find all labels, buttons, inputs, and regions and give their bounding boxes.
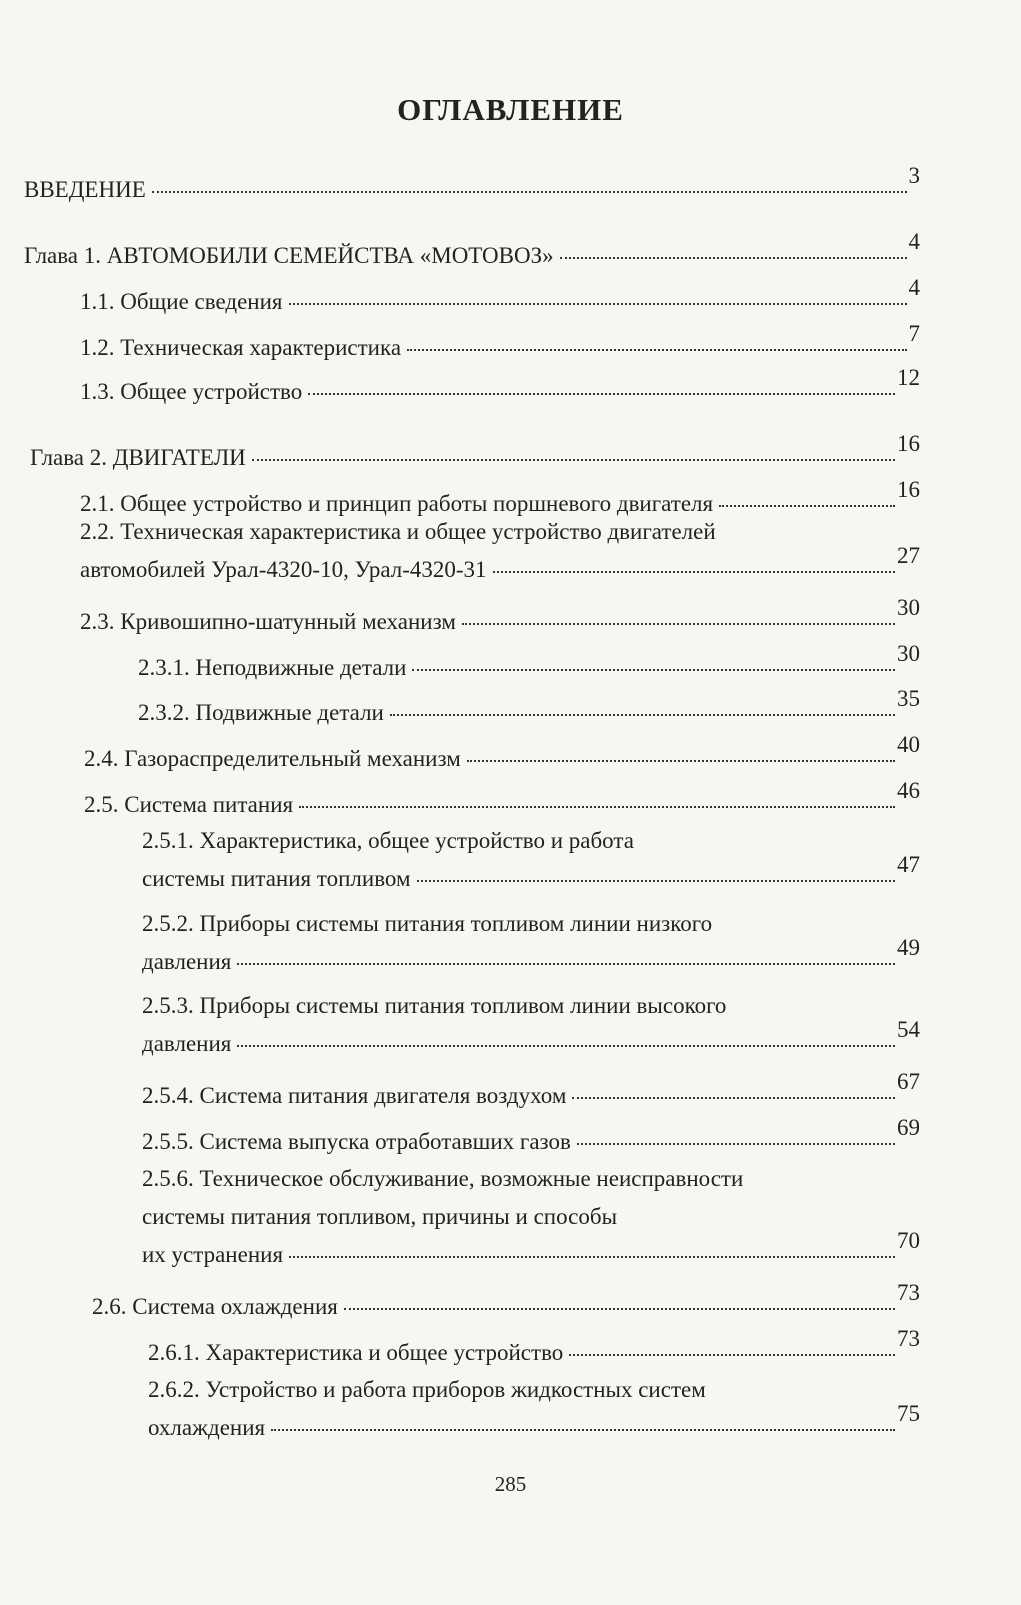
dot-leader [390,714,895,716]
toc-entry-page: 73 [897,1280,920,1305]
toc-entry-label: Глава 1. АВТОМОБИЛИ СЕМЕЙСТВА «МОТОВОЗ» [24,243,554,268]
dot-leader [237,963,895,965]
toc-entry[interactable] [80,365,920,411]
dot-leader [560,257,907,259]
dot-leader [572,1097,895,1099]
toc-entry-label: 2.3.1. Неподвижные детали [138,655,407,680]
dot-leader [152,191,907,193]
toc-entry-label: 2.5.5. Система выпуска отработавших газов [142,1129,571,1154]
toc-entry[interactable] [142,905,920,981]
toc-entry-label: ВВЕДЕНИЕ [24,177,146,202]
dot-leader [299,806,895,808]
dot-leader [289,1256,895,1258]
toc-entry-label: 2.4. Газораспределительный механизм [84,746,461,771]
toc-entry-label: 2.3.2. Подвижные детали [138,700,384,725]
toc-entry-label: 2.3. Кривошипно-шатунный механизм [80,609,456,634]
toc-entry[interactable] [148,1371,920,1447]
toc-entry-page: 40 [897,732,920,757]
toc-entry-label: 2.5.4. Система питания двигателя воздухом [142,1083,567,1108]
toc-entry-label-line: 2.2. Техническая характеристика и общее устройство двигателей [80,519,716,544]
dot-leader [569,1354,895,1356]
toc-entry-label: охлаждения [148,1415,266,1440]
toc-entry[interactable] [80,513,920,589]
dot-leader [417,880,895,882]
toc-entry-page: 67 [897,1069,920,1094]
toc-entry-page: 7 [908,321,920,346]
toc-entry[interactable] [142,1115,920,1161]
toc-entry-label-line: 2.5.6. Техническое обслуживание, возможные неисправности [142,1166,744,1191]
toc-entry-page: 46 [897,778,920,803]
toc-entry[interactable] [80,321,920,367]
page-number: 285 [494,1472,527,1496]
toc-entry-label-line: 2.5.1. Характеристика, общее устройство и работа [142,828,634,853]
toc-entry-page: 49 [897,935,920,960]
toc-entry-label: давления [142,949,232,974]
toc-entry[interactable] [80,275,920,321]
toc-entry-label-line: 2.6.2. Устройство и работа приборов жидкостных систем [148,1377,706,1402]
dot-leader [344,1308,895,1310]
dot-leader [407,349,906,351]
toc-entry-page: 73 [897,1326,920,1351]
toc-entry[interactable] [138,686,920,732]
toc-entry[interactable] [138,641,920,687]
toc-entry-page: 16 [897,477,920,502]
toc-entry[interactable] [142,1069,920,1115]
toc-entry-label-line: системы питания топливом, причины и способы [142,1204,618,1229]
toc-entry-label: автомобилей Урал-4320-10, Урал-4320-31 [80,557,487,582]
toc-entry[interactable] [30,431,920,477]
toc-entry-label: 2.6. Система охлаждения [92,1294,338,1319]
toc-entry[interactable] [24,229,920,275]
toc-entry-label-line: 2.5.2. Приборы системы питания топливом линии низкого [142,911,713,936]
toc-entry-page: 54 [897,1017,920,1042]
toc-entry-label: 1.2. Техническая характеристика [80,335,402,360]
toc-entry[interactable] [142,822,920,898]
dot-leader [308,393,895,395]
toc-entry-label: 2.6.1. Характеристика и общее устройство [148,1340,564,1365]
toc-entry-page: 70 [897,1228,920,1253]
toc-entry[interactable] [148,1326,920,1372]
dot-leader [462,623,895,625]
toc-entry-page: 75 [897,1401,920,1426]
toc-entry-page: 12 [897,365,920,390]
toc-entry-page: 4 [908,229,920,254]
toc-entry-page: 16 [897,431,920,456]
toc-entry-page: 69 [897,1115,920,1140]
toc-entry-label: Глава 2. ДВИГАТЕЛИ [30,445,246,470]
toc-entry-label: 1.1. Общие сведения [80,289,283,314]
toc-entry-label: их устранения [142,1242,284,1267]
toc-entry-page: 27 [897,543,920,568]
dot-leader [237,1045,895,1047]
toc-entry[interactable] [84,778,920,824]
toc-entry-page: 47 [897,852,920,877]
toc-entry-page: 30 [897,595,920,620]
toc-entry[interactable] [80,595,920,641]
toc-entry-page: 3 [908,163,920,188]
page-title: ОГЛАВЛЕНИЕ [397,92,624,127]
dot-leader [289,303,907,305]
dot-leader [493,571,895,573]
toc-entry-label-line: 2.5.3. Приборы системы питания топливом линии высокого [142,993,727,1018]
dot-leader [271,1429,895,1431]
dot-leader [719,505,895,507]
toc-entry[interactable] [92,1280,920,1326]
toc-entry-label: 1.3. Общее устройство [80,379,303,404]
dot-leader [252,459,895,461]
toc-entry-label: 2.5. Система питания [84,792,294,817]
toc-entry-label: системы питания топливом [142,866,411,891]
toc-entry-label: 2.1. Общее устройство и принцип работы поршневого двигателя [80,491,714,516]
toc-entry-page: 35 [897,686,920,711]
dot-leader [412,669,895,671]
toc-entry[interactable] [84,732,920,778]
toc-entry[interactable] [142,1160,920,1274]
toc-entry[interactable] [142,987,920,1063]
dot-leader [467,760,895,762]
dot-leader [577,1143,895,1145]
toc-entry-page: 4 [908,275,920,300]
toc-entry-label: давления [142,1031,232,1056]
toc-entry-page: 30 [897,641,920,666]
toc-entry[interactable] [24,163,920,209]
